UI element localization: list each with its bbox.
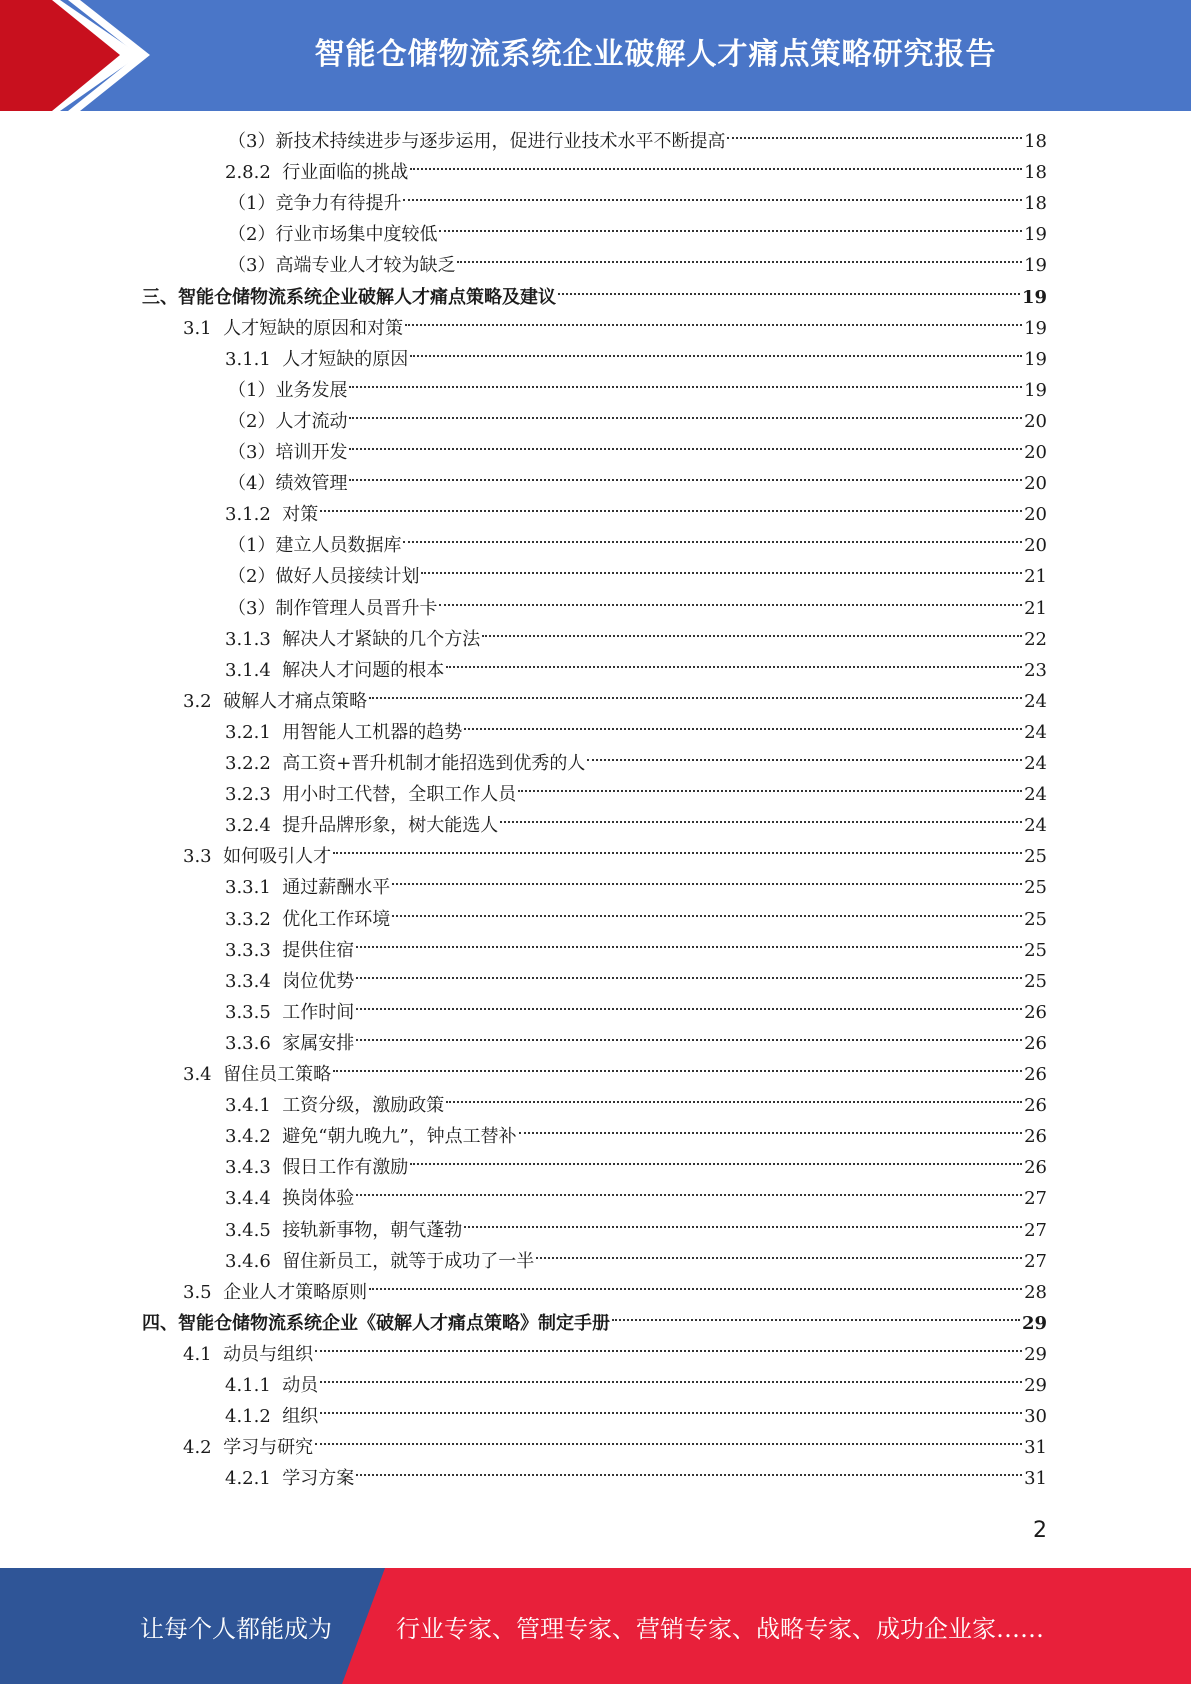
toc-entry-label: 3.1.4 解决人才问题的根本 xyxy=(225,659,445,681)
toc-entry[interactable] xyxy=(225,997,1047,1028)
toc-entry-label: 3.4.3 假日工作有激励 xyxy=(225,1157,409,1179)
toc-entry[interactable] xyxy=(225,717,1047,748)
toc-entry-page: 30 xyxy=(1024,1406,1047,1428)
toc-entry-label: 3.3.6 家属安排 xyxy=(225,1032,355,1054)
toc-entry-label: （2）人才流动 xyxy=(228,410,348,432)
toc-entry[interactable] xyxy=(225,810,1047,841)
toc-entry[interactable] xyxy=(225,1370,1047,1401)
toc-entry-label: 3.2.4 提升品牌形象，树大能选人 xyxy=(225,815,499,837)
toc-entry-label: （2）行业市场集中度较低 xyxy=(228,224,438,246)
toc-entry-label: 3.2.2 高工资+晋升机制才能招选到优秀的人 xyxy=(225,753,586,774)
toc-dot-leader xyxy=(612,1318,1020,1321)
toc-dot-leader xyxy=(356,1473,1022,1476)
toc-entry[interactable] xyxy=(225,499,1047,530)
toc-dot-leader xyxy=(333,851,1022,854)
toc-entry[interactable] xyxy=(142,282,1047,313)
toc-dot-leader xyxy=(320,1411,1022,1414)
toc-dot-leader xyxy=(519,1131,1022,1134)
toc-entry-label: （1）业务发展 xyxy=(228,379,348,401)
toc-entry-label: 3.4.6 留住新员工，就等于成功了一半 xyxy=(225,1250,535,1272)
toc-entry-label: 3.1.3 解决人才紧缺的几个方法 xyxy=(225,628,481,650)
toc-entry-label: 3.2.3 用小时工代替，全职工作人员 xyxy=(225,784,517,806)
toc-dot-leader xyxy=(446,1100,1022,1103)
toc-entry-page: 24 xyxy=(1024,690,1047,712)
toc-dot-leader xyxy=(315,1349,1022,1352)
toc-entry-label: 3.1.1 人才短缺的原因 xyxy=(225,348,409,370)
toc-entry-label: （4）绩效管理 xyxy=(228,473,348,495)
toc-entry-page: 18 xyxy=(1024,131,1047,152)
toc-dot-leader xyxy=(356,1007,1022,1010)
toc-entry-label: 4.2.1 学习方案 xyxy=(225,1468,355,1490)
page-footer xyxy=(0,1568,1191,1684)
toc-dot-leader xyxy=(558,292,1020,295)
page-header xyxy=(0,0,1191,111)
toc-entry-page: 21 xyxy=(1024,597,1047,619)
toc-dot-leader xyxy=(727,136,1022,139)
toc-entry-page: 29 xyxy=(1024,1343,1047,1365)
toc-entry[interactable] xyxy=(183,1339,1047,1370)
toc-dot-leader xyxy=(356,1038,1022,1041)
toc-dot-leader xyxy=(439,229,1022,232)
toc-entry-label: 3.3.2 优化工作环境 xyxy=(225,908,391,930)
toc-entry-page: 24 xyxy=(1024,721,1047,743)
toc-entry-page: 25 xyxy=(1024,877,1047,899)
toc-entry[interactable] xyxy=(225,1028,1047,1059)
toc-dot-leader xyxy=(356,1193,1022,1196)
toc-entry-label: 3.2.1 用智能人工机器的趋势 xyxy=(225,721,463,743)
toc-dot-leader xyxy=(349,478,1022,481)
toc-entry-label: 3.3.3 提供住宿 xyxy=(225,939,355,961)
report-title: 智能仓储物流系统企业破解人才痛点策略研究报告 xyxy=(314,37,997,72)
toc-dot-leader xyxy=(446,665,1022,668)
toc-entry-page: 19 xyxy=(1024,348,1047,370)
toc-dot-leader xyxy=(410,354,1022,357)
toc-dot-leader xyxy=(333,1069,1022,1072)
toc-entry-label: 3.4.4 换岗体验 xyxy=(225,1188,355,1210)
toc-entry[interactable] xyxy=(225,655,1047,686)
toc-entry[interactable] xyxy=(225,748,1047,779)
toc-dot-leader xyxy=(536,1256,1022,1259)
toc-dot-leader xyxy=(320,1380,1022,1383)
toc-entry-page: 27 xyxy=(1024,1188,1047,1210)
toc-entry-label: 4.1.1 动员 xyxy=(225,1375,319,1396)
toc-entry-page: 19 xyxy=(1024,224,1047,246)
toc-entry-page: 20 xyxy=(1024,504,1047,526)
toc-entry[interactable] xyxy=(225,872,1047,903)
toc-entry[interactable] xyxy=(225,1246,1047,1277)
toc-entry-page: 24 xyxy=(1024,815,1047,837)
toc-dot-leader xyxy=(320,509,1022,512)
toc-entry-page: 24 xyxy=(1024,784,1047,806)
toc-dot-leader xyxy=(403,198,1022,201)
toc-entry-label: 3.1.2 对策 xyxy=(225,504,319,526)
footer-slogan-right: 行业专家、管理专家、营销专家、战略专家、成功企业家…… xyxy=(396,1614,1044,1643)
toc-entry[interactable] xyxy=(225,624,1047,655)
toc-entry-label: 3.4.1 工资分级，激励政策 xyxy=(225,1095,445,1117)
toc-dot-leader xyxy=(315,1442,1022,1445)
toc-entry[interactable] xyxy=(183,1059,1047,1090)
toc-entry[interactable] xyxy=(228,219,1047,250)
toc-entry[interactable] xyxy=(225,935,1047,966)
toc-entry[interactable] xyxy=(142,1308,1047,1339)
toc-entry[interactable] xyxy=(225,779,1047,810)
toc-entry-label: （2）做好人员接续计划 xyxy=(228,566,420,588)
toc-entry-label: 3.5 企业人才策略原则 xyxy=(183,1281,368,1303)
toc-entry-label: 3.3.5 工作时间 xyxy=(225,1001,355,1023)
toc-entry-page: 25 xyxy=(1024,970,1047,992)
toc-entry[interactable] xyxy=(228,188,1047,219)
toc-entry-label: （3）新技术持续进步与逐步运用，促进行业技术水平不断提高 xyxy=(228,131,726,152)
toc-entry-label: （1）竞争力有待提升 xyxy=(228,193,402,215)
chevron-logo-icon xyxy=(0,0,160,111)
toc-entry[interactable] xyxy=(225,1463,1047,1494)
toc-dot-leader xyxy=(482,634,1022,637)
toc-entry-page: 20 xyxy=(1024,410,1047,432)
toc-entry-page: 24 xyxy=(1024,753,1047,774)
toc-entry-label: 3.4.2 避免“朝九晚九”，钟点工替补 xyxy=(225,1126,517,1148)
toc-entry[interactable] xyxy=(183,1277,1047,1308)
toc-dot-leader xyxy=(403,540,1022,543)
toc-entry-page: 31 xyxy=(1024,1437,1047,1459)
toc-entry-label: 3.3.1 通过薪酬水平 xyxy=(225,877,391,899)
page-number: 2 xyxy=(1033,1518,1047,1543)
toc-entry-page: 25 xyxy=(1024,939,1047,961)
toc-entry-page: 21 xyxy=(1024,566,1047,588)
toc-dot-leader xyxy=(349,385,1022,388)
toc-entry-label: 3.4.5 接轨新事物，朝气蓬勃 xyxy=(225,1219,463,1241)
toc-entry[interactable] xyxy=(228,250,1047,281)
toc-entry-page: 27 xyxy=(1024,1219,1047,1241)
toc-entry[interactable] xyxy=(225,1152,1047,1183)
toc-entry[interactable] xyxy=(183,841,1047,872)
toc-entry-label: 2.8.2 行业面临的挑战 xyxy=(225,162,409,184)
toc-entry-label: 3.3.4 岗位优势 xyxy=(225,970,355,992)
toc-entry[interactable] xyxy=(225,1401,1047,1432)
toc-dot-leader xyxy=(356,976,1022,979)
toc-entry-page: 26 xyxy=(1024,1157,1047,1179)
toc-entry-page: 20 xyxy=(1024,473,1047,495)
toc-dot-leader xyxy=(349,447,1022,450)
toc-dot-leader xyxy=(464,727,1022,730)
toc-entry[interactable] xyxy=(225,1121,1047,1152)
toc-dot-leader xyxy=(405,323,1022,326)
footer-slogan-left: 让每个人都能成为 xyxy=(140,1614,332,1643)
toc-dot-leader xyxy=(369,696,1022,699)
toc-entry-page: 19 xyxy=(1024,317,1047,339)
toc-entry[interactable] xyxy=(183,1432,1047,1463)
toc-dot-leader xyxy=(518,789,1022,792)
toc-entry-page: 19 xyxy=(1024,255,1047,277)
toc-entry-label: 4.1.2 组织 xyxy=(225,1406,319,1428)
toc-dot-leader xyxy=(421,571,1022,574)
toc-entry[interactable] xyxy=(225,157,1047,188)
toc-entry[interactable] xyxy=(228,126,1047,157)
toc-entry-page: 18 xyxy=(1024,162,1047,184)
toc-entry-label: 四、智能仓储物流系统企业《破解人才痛点策略》制定手册 xyxy=(142,1312,610,1334)
toc-entry[interactable] xyxy=(228,406,1047,437)
toc-entry-page: 25 xyxy=(1024,846,1047,868)
toc-entry-label: （3）制作管理人员晋升卡 xyxy=(228,597,438,619)
toc-entry-page: 23 xyxy=(1024,659,1047,681)
toc-dot-leader xyxy=(500,820,1022,823)
toc-entry[interactable] xyxy=(228,375,1047,406)
toc-entry-page: 19 xyxy=(1021,286,1047,308)
toc-entry-page: 26 xyxy=(1024,1126,1047,1148)
toc-entry-page: 26 xyxy=(1024,1064,1047,1085)
toc-entry[interactable] xyxy=(225,1183,1047,1214)
toc-entry[interactable] xyxy=(225,344,1047,375)
toc-dot-leader xyxy=(369,1287,1022,1290)
toc-dot-leader xyxy=(410,167,1022,170)
toc-dot-leader xyxy=(349,416,1022,419)
toc-dot-leader xyxy=(392,882,1022,885)
toc-entry-label: 3.1 人才短缺的原因和对策 xyxy=(183,317,404,339)
toc-entry[interactable] xyxy=(183,686,1047,717)
toc-entry-page: 25 xyxy=(1024,908,1047,930)
toc-dot-leader xyxy=(457,260,1022,263)
toc-entry-label: 3.2 破解人才痛点策略 xyxy=(183,690,368,712)
toc-dot-leader xyxy=(439,603,1022,606)
toc-entry-page: 22 xyxy=(1024,628,1047,650)
toc-entry-label: 4.2 学习与研究 xyxy=(183,1437,314,1459)
toc-dot-leader xyxy=(410,1162,1022,1165)
toc-entry-page: 31 xyxy=(1024,1468,1047,1490)
toc-entry-label: 3.4 留住员工策略 xyxy=(183,1064,332,1085)
toc-entry-page: 26 xyxy=(1024,1032,1047,1054)
toc-entry[interactable] xyxy=(225,1090,1047,1121)
toc-entry[interactable] xyxy=(225,1215,1047,1246)
toc-entry-page: 28 xyxy=(1024,1281,1047,1303)
toc-entry[interactable] xyxy=(225,904,1047,935)
toc-entry[interactable] xyxy=(225,966,1047,997)
toc-entry[interactable] xyxy=(183,313,1047,344)
toc-entry-page: 20 xyxy=(1024,535,1047,557)
toc-entry-page: 19 xyxy=(1024,379,1047,401)
toc-entry-page: 26 xyxy=(1024,1001,1047,1023)
toc-entry-page: 18 xyxy=(1024,193,1047,215)
toc-entry-page: 29 xyxy=(1021,1312,1047,1334)
toc-entry-page: 29 xyxy=(1024,1375,1047,1396)
toc-dot-leader xyxy=(392,914,1022,917)
toc-entry[interactable] xyxy=(228,561,1047,592)
toc-entry-page: 26 xyxy=(1024,1095,1047,1117)
toc-entry-label: 3.3 如何吸引人才 xyxy=(183,846,332,868)
toc-entry[interactable] xyxy=(228,437,1047,468)
toc-entry-label: （1）建立人员数据库 xyxy=(228,535,402,557)
toc-entry[interactable] xyxy=(228,530,1047,561)
toc-dot-leader xyxy=(587,758,1022,761)
toc-entry-label: （3）培训开发 xyxy=(228,442,348,463)
toc-entry[interactable] xyxy=(228,468,1047,499)
toc-entry-label: （3）高端专业人才较为缺乏 xyxy=(228,255,456,277)
toc-entry-page: 27 xyxy=(1024,1250,1047,1272)
toc-dot-leader xyxy=(464,1225,1022,1228)
toc-entry[interactable] xyxy=(228,593,1047,624)
toc-entry-label: 三、智能仓储物流系统企业破解人才痛点策略及建议 xyxy=(142,286,556,308)
toc-dot-leader xyxy=(356,945,1022,948)
toc-entry-label: 4.1 动员与组织 xyxy=(183,1343,314,1365)
toc-entry-page: 20 xyxy=(1024,442,1047,463)
